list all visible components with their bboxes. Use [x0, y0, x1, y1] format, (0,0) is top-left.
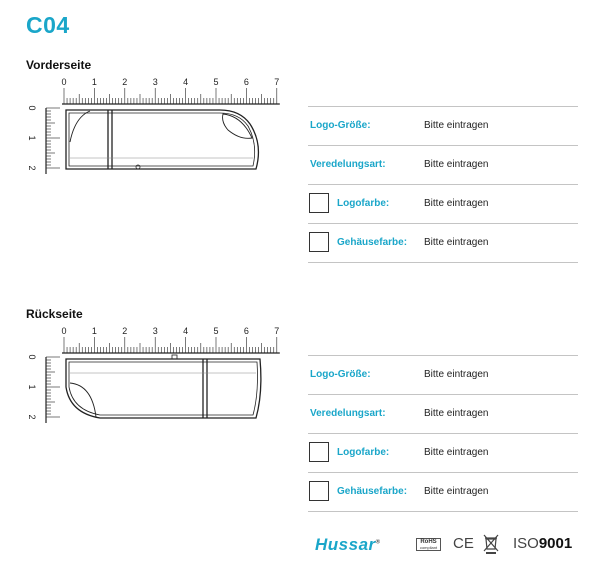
iso-number: 9001	[538, 535, 573, 552]
ruler-v-label: 1	[27, 384, 37, 390]
ruler-h-label: 7	[274, 326, 280, 336]
front-cap-left	[70, 111, 90, 142]
ruler-h-label: 2	[122, 326, 128, 336]
spec-row	[308, 355, 578, 394]
section-title-front: Vorderseite	[26, 58, 92, 72]
section-title-back: Rückseite	[26, 307, 83, 321]
rohs-badge	[416, 538, 441, 551]
ruler-v-label: 0	[27, 354, 37, 360]
registered-mark: ®	[375, 539, 381, 546]
row-value[interactable]: Bitte eintragen	[424, 159, 489, 170]
ruler-h-label: 6	[243, 326, 249, 336]
back-outline-inner	[69, 362, 258, 415]
checkbox[interactable]	[309, 193, 329, 213]
row-value[interactable]: Bitte eintragen	[424, 237, 489, 248]
front-porthole	[223, 114, 252, 138]
checkbox[interactable]	[309, 232, 329, 252]
row-value[interactable]: Bitte eintragen	[424, 369, 489, 380]
iso-mark	[513, 535, 572, 552]
row-label: Gehäusefarbe:	[337, 237, 408, 248]
back-ruler-v-labels	[27, 354, 37, 419]
ruler-h-label: 2	[122, 77, 128, 87]
spec-row	[308, 223, 578, 263]
front-diagram	[20, 72, 280, 178]
spec-row	[308, 184, 578, 223]
ruler-v-label: 2	[27, 414, 37, 420]
front-outline	[66, 110, 258, 169]
row-value[interactable]: Bitte eintragen	[424, 120, 489, 131]
ruler-h-label: 6	[243, 77, 249, 87]
ruler-v-label: 1	[27, 135, 37, 141]
checkbox[interactable]	[309, 442, 329, 462]
row-value[interactable]: Bitte eintragen	[424, 447, 489, 458]
front-spec-table	[308, 106, 578, 263]
row-label: Veredelungsart:	[310, 408, 386, 419]
ruler-v-label: 0	[27, 105, 37, 111]
back-diagram	[20, 321, 280, 427]
rohs-line2: compliant	[419, 545, 438, 550]
checkbox[interactable]	[309, 481, 329, 501]
back-ruler-h-labels	[61, 326, 279, 336]
ruler-h-label: 3	[152, 77, 158, 87]
ruler-h-label: 0	[61, 77, 67, 87]
back-ruler	[46, 337, 280, 423]
ruler-h-label: 5	[213, 77, 219, 87]
ruler-h-label: 5	[213, 326, 219, 336]
row-label: Logo-Größe:	[310, 369, 371, 380]
spec-row	[308, 106, 578, 145]
row-value[interactable]: Bitte eintragen	[424, 486, 489, 497]
ruler-h-label: 1	[91, 77, 97, 87]
brand-logo	[315, 535, 381, 555]
back-spec-table	[308, 355, 578, 512]
back-shell	[66, 355, 261, 418]
ruler-h-label: 7	[274, 77, 280, 87]
spec-row	[308, 394, 578, 433]
rohs-line1: RoHS	[420, 539, 437, 545]
row-label: Logofarbe:	[337, 198, 390, 209]
row-value[interactable]: Bitte eintragen	[424, 198, 489, 209]
ruler-h-label: 4	[183, 77, 189, 87]
row-value[interactable]: Bitte eintragen	[424, 408, 489, 419]
front-ruler-v-labels	[27, 105, 37, 170]
row-label: Logofarbe:	[337, 447, 390, 458]
ruler-h-label: 3	[152, 326, 158, 336]
front-shell	[66, 110, 258, 169]
ruler-h-label: 0	[61, 326, 67, 336]
spec-row	[308, 145, 578, 184]
ruler-v-label: 2	[27, 165, 37, 171]
weee-bin-icon	[482, 534, 500, 554]
ruler-h-label: 4	[183, 326, 189, 336]
front-ruler	[46, 88, 280, 174]
front-ruler-h-labels	[61, 77, 279, 87]
row-label: Veredelungsart:	[310, 159, 386, 170]
back-outline	[66, 359, 261, 418]
ce-mark: CE	[453, 535, 474, 552]
spec-row	[308, 433, 578, 472]
ruler-h-label: 1	[91, 326, 97, 336]
product-code: C04	[26, 12, 70, 38]
brand-name: Hussar	[315, 535, 376, 554]
row-label: Gehäusefarbe:	[337, 486, 408, 497]
footer-logos	[312, 534, 574, 556]
row-label: Logo-Größe:	[310, 120, 371, 131]
spec-row	[308, 472, 578, 512]
iso-prefix: ISO	[513, 535, 539, 552]
